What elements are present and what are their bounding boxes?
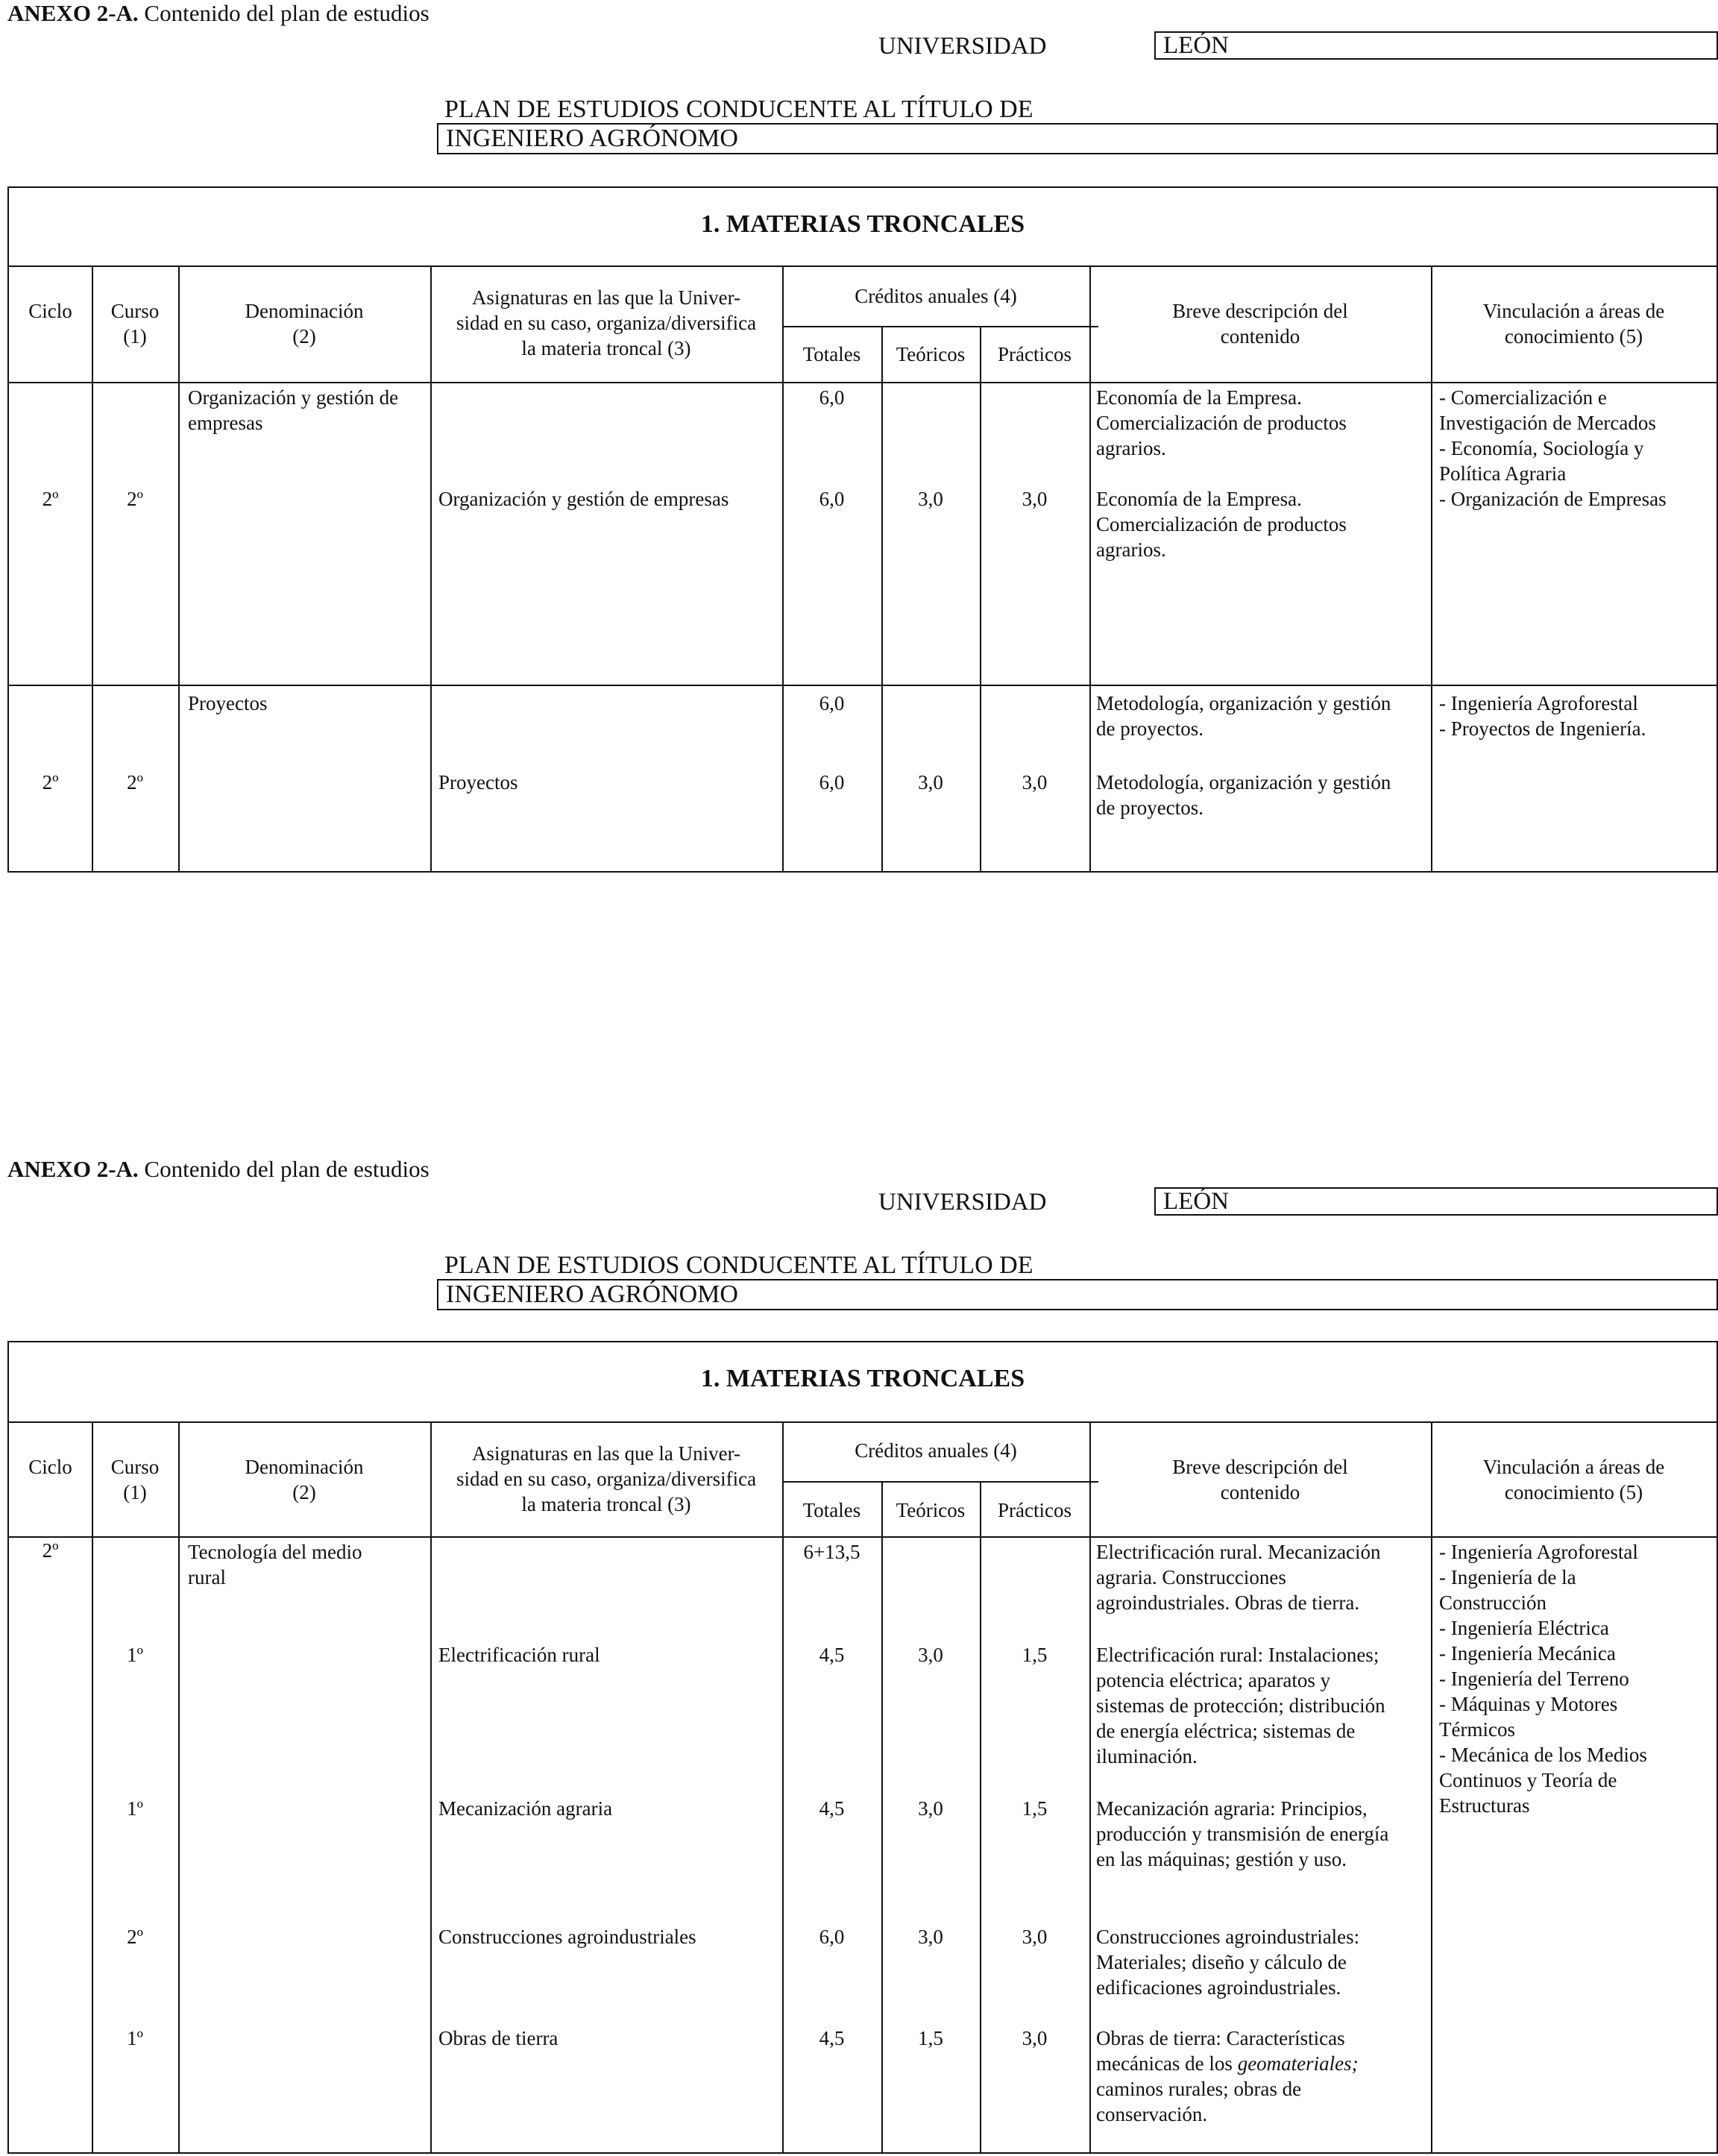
descripcion-cell: Economía de la Empresa. Comercialización de productos agrarios. (1096, 488, 1347, 561)
practicos-cell: 3,0 (1022, 771, 1048, 793)
totales-cell: 4,5 (819, 2027, 845, 2049)
header-vinculacion: Vinculación a áreas de conocimiento (5) (1482, 300, 1665, 348)
section-title: 1. MATERIAS TRONCALES (700, 1365, 1025, 1392)
asignatura-cell: Obras de tierra (438, 2027, 558, 2049)
areas-cell: - Ingeniería Agroforestal - Proyectos de Ingeniería. (1439, 692, 1646, 740)
totales-group-cell: 6,0 (819, 692, 845, 714)
denominacion-cell: Organización y gestión de empresas (188, 386, 399, 434)
header-totales: Totales (802, 343, 861, 365)
header-creditos: Créditos anuales (4) (855, 285, 1017, 307)
denominacion-cell: Proyectos (188, 692, 268, 714)
header-totales: Totales (802, 1499, 861, 1521)
asignatura-cell: Electrificación rural (438, 1644, 600, 1666)
teoricos-cell: 3,0 (918, 1644, 943, 1666)
asignatura-cell: Construcciones agroindustriales (438, 1926, 696, 1948)
annex-heading: ANEXO 2-A. Contenido del plan de estudios (7, 0, 430, 26)
totales-group-cell: 6,0 (819, 386, 845, 409)
totales-cell: 4,5 (819, 1797, 845, 1820)
university-label: UNIVERSIDAD (878, 1189, 1047, 1216)
header-teoricos: Teóricos (896, 1499, 966, 1521)
header-vinculacion: Vinculación a áreas de conocimiento (5) (1482, 1456, 1665, 1503)
practicos-cell: 1,5 (1022, 1797, 1048, 1820)
ciclo-cell: 2º (42, 1539, 59, 1562)
header-asignaturas: Asignaturas en las que la Univer- sidad en su caso, organiza/diversifica la materia troncal (3) (456, 286, 757, 359)
troncales-table (7, 186, 1718, 873)
practicos-cell: 3,0 (1022, 2027, 1048, 2049)
university-label: UNIVERSIDAD (878, 33, 1047, 60)
totales-group-cell: 6+13,5 (803, 1541, 860, 1563)
university-value: LEÓN (1154, 31, 1718, 60)
curso-cell: 2º (127, 1926, 143, 1948)
curso-cell: 1º (127, 1797, 143, 1820)
header-ciclo: Ciclo (28, 300, 72, 322)
section-title: 1. MATERIAS TRONCALES (700, 210, 1025, 238)
descripcion-group-cell: Economía de la Empresa. Comercialización de productos agrarios. (1096, 386, 1347, 459)
descripcion-cell: Construcciones agroindustriales: Materiales; diseño y cálculo de edificaciones agroindustriales. (1096, 1926, 1360, 1999)
areas-cell: - Ingeniería Agroforestal - Ingeniería de la Construcción - Ingeniería Eléctrica - Ingeniería Mecánica - Ingeniería del Terreno - Máquinas y Motores Térmicos - Mecánica de los Medios Continuos y Teoría de Estructuras (1439, 1541, 1647, 1817)
asignatura-cell: Proyectos (438, 771, 518, 793)
header-teoricos: Teóricos (896, 343, 966, 365)
teoricos-cell: 3,0 (918, 488, 943, 510)
curso-cell: 1º (127, 2027, 143, 2049)
header-descripcion: Breve descripción del contenido (1172, 1456, 1348, 1503)
header-practicos: Prácticos (998, 343, 1072, 365)
totales-cell: 6,0 (819, 488, 845, 510)
descripcion-cell: Mecanización agraria: Principios, producción y transmisión de energía en las máquinas; gestión y uso. (1096, 1797, 1389, 1870)
plan-label: PLAN DE ESTUDIOS CONDUCENTE AL TÍTULO DE (444, 1251, 1033, 1279)
header-asignaturas: Asignaturas en las que la Univer- sidad en su caso, organiza/diversifica la materia troncal (3) (456, 1442, 757, 1515)
asignatura-cell: Mecanización agraria (438, 1797, 613, 1820)
curso-cell: 2º (127, 488, 143, 510)
descripcion-group-cell: Electrificación rural. Mecanización agraria. Construcciones agroindustriales. Obras de tierra. (1096, 1541, 1381, 1614)
teoricos-cell: 3,0 (918, 1926, 943, 1948)
header-denominacion: Denominación (2) (245, 300, 364, 348)
practicos-cell: 1,5 (1022, 1644, 1048, 1666)
totales-cell: 6,0 (819, 771, 845, 793)
asignatura-cell: Organización y gestión de empresas (438, 488, 729, 510)
curso-cell: 1º (127, 1644, 143, 1666)
denominacion-cell: Tecnología del medio rural (188, 1541, 362, 1588)
plan-value: INGENIERO AGRÓNOMO (437, 123, 1718, 154)
areas-cell: - Comercialización e Investigación de Mercados - Economía, Sociología y Política Agraria - Organización de Empresas (1439, 386, 1667, 510)
header-creditos: Créditos anuales (4) (855, 1439, 1017, 1462)
plan-label: PLAN DE ESTUDIOS CONDUCENTE AL TÍTULO DE (444, 95, 1033, 123)
ciclo-cell: 2º (42, 771, 59, 793)
header-curso: Curso (1) (110, 1456, 160, 1503)
header-curso: Curso (1) (110, 300, 160, 348)
header-denominacion: Denominación (2) (245, 1456, 364, 1503)
annex-heading: ANEXO 2-A. Contenido del plan de estudios (7, 1156, 430, 1182)
descripcion-group-cell: Metodología, organización y gestión de proyectos. (1096, 692, 1391, 740)
descripcion-cell: Metodología, organización y gestión de proyectos. (1096, 771, 1391, 819)
practicos-cell: 3,0 (1022, 1926, 1048, 1948)
plan-value: INGENIERO AGRÓNOMO (437, 1279, 1718, 1310)
teoricos-cell: 3,0 (918, 771, 943, 793)
teoricos-cell: 1,5 (918, 2027, 943, 2049)
practicos-cell: 3,0 (1022, 488, 1048, 510)
descripcion-cell: Electrificación rural: Instalaciones; potencia eléctrica; aparatos y sistemas de protección; distribución de energía eléctrica; sistemas de iluminación. (1096, 1644, 1385, 1767)
header-practicos: Prácticos (998, 1499, 1072, 1521)
teoricos-cell: 3,0 (918, 1797, 943, 1820)
ciclo-cell: 2º (42, 488, 59, 510)
descripcion-cell: Obras de tierra: Características mecánicas de los geomateriales; caminos rurales; obras de conservación. (1096, 2027, 1359, 2125)
curso-cell: 2º (127, 771, 143, 793)
totales-cell: 4,5 (819, 1644, 845, 1666)
troncales-table (7, 1341, 1718, 2154)
totales-cell: 6,0 (819, 1926, 845, 1948)
header-descripcion: Breve descripción del contenido (1172, 300, 1348, 348)
header-ciclo: Ciclo (28, 1456, 72, 1478)
university-value: LEÓN (1154, 1187, 1718, 1216)
